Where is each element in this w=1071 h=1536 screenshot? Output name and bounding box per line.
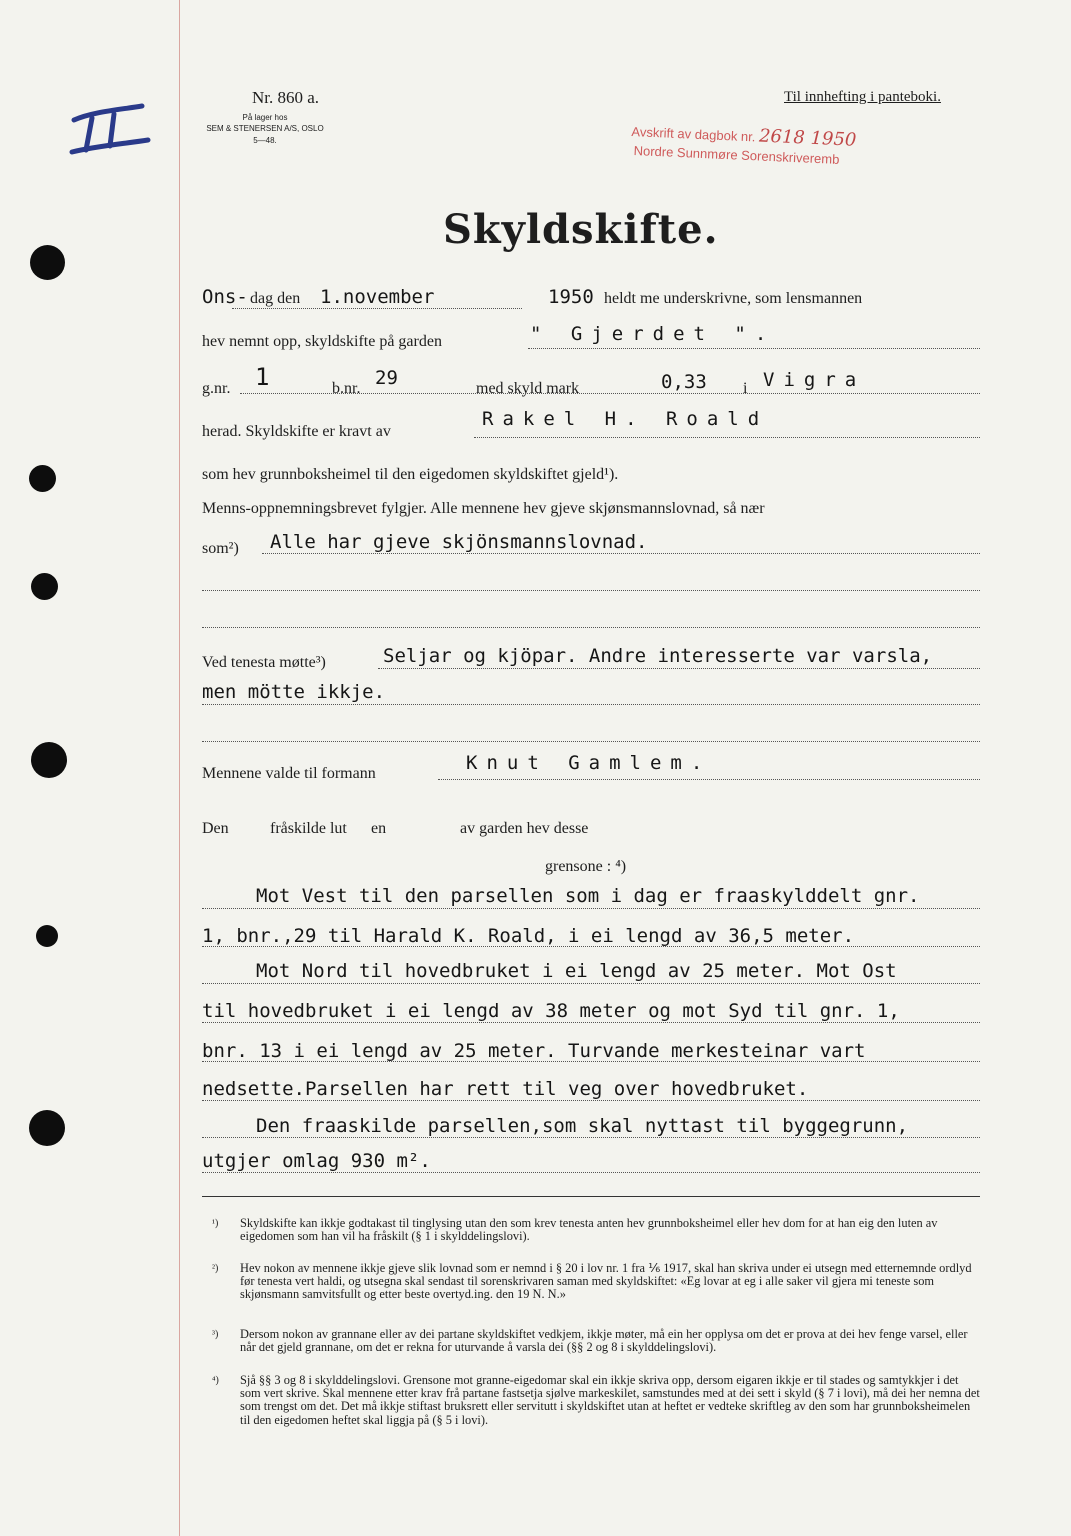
fill-line	[202, 1137, 980, 1138]
gnr-label: g.nr.	[202, 380, 231, 397]
line6-text: Menns-oppnemningsbrevet fylgjer. Alle mennene hev gjeve skjønsmannslovnad, så nær	[202, 500, 765, 517]
date-typed: 1.november	[320, 286, 435, 308]
fill-line	[202, 908, 980, 909]
fill-line	[378, 668, 980, 669]
fill-line	[232, 308, 522, 309]
place-typed: Vigra	[763, 369, 866, 391]
fill-line	[262, 553, 980, 554]
publisher-line: På lager hos	[242, 113, 288, 122]
footnote-text: Hev nokon av mennene ikkje gjeve slik lovnad som er nemnd i § 20 i lov nr. 1 fra ⅙ 1917, skal han skriva under ei utsegn med etternemnde ordlyd før tenesta vert haldi, og utsegna skal sendast til sorenskrivaren saman med skyldskiftet: «Eg lovar at eg i alle saker vil gjera mi teneste som skjønsmann samvitsfullt og etter beste overtyd.ing. den 19 N. N.»	[240, 1261, 972, 1302]
weekday-typed: Ons-	[202, 286, 248, 308]
body-line: nedsette.Parsellen har rett til veg over hovedbruket.	[202, 1078, 809, 1100]
fill-line	[438, 779, 980, 780]
body-line: utgjer omlag 930 m².	[202, 1150, 431, 1172]
footnote-number: ²)	[212, 1263, 219, 1274]
stamp-handwritten-number: 2618 1950	[758, 125, 857, 151]
fill-line	[474, 437, 980, 438]
chairman-typed: Knut Gamlem.	[466, 752, 712, 774]
line2-text: hev nemnt opp, skyldskifte på garden	[202, 333, 442, 350]
fill-line	[202, 1172, 980, 1173]
footnote-text: Dersom nokon av grannane eller av dei partane skyldskiftet vedkjem, ikkje møter, må ein her opplysa om det er prova at dei hev fenge varsel, eller når det gjeld grannane, om det er rekna for uturvande å varsla dei (§§ 2 og 8 i skylddelingslovi).	[240, 1327, 968, 1355]
footnote-text: Skyldskifte kan ikkje godtakast til tinglysing utan den som krev tenesta anten hev grunnboksheimel eller hev dom for at han eig den luten av eigedomen som han vil ha fråskilt (§ 1 i skylddelingslovi).	[240, 1216, 938, 1244]
footnote	[212, 1374, 980, 1427]
fill-line	[202, 1022, 980, 1023]
footnote-separator	[202, 1196, 980, 1197]
punch-hole	[29, 465, 56, 492]
page-title: Skyldskifte.	[443, 206, 719, 253]
body-line: Den fraaskilde parsellen,som skal nyttast til byggegrunn,	[256, 1115, 909, 1137]
punch-hole	[36, 925, 58, 947]
footnote-number: ⁴)	[212, 1375, 219, 1386]
bnr-label: b.nr.	[332, 380, 361, 397]
year-typed: 1950	[548, 286, 594, 308]
fill-line	[202, 983, 980, 984]
punch-hole	[31, 742, 67, 778]
oath-typed: Alle har gjeve skjönsmannslovnad.	[270, 531, 648, 553]
skyld-label: med skyld mark	[476, 380, 580, 397]
bnr-value: 29	[375, 367, 398, 389]
form-number: Nr. 860 a.	[252, 88, 320, 107]
fill-line	[528, 348, 980, 349]
met-label: Ved tenesta møtte³)	[202, 654, 326, 671]
gnr-value: 1	[255, 363, 270, 391]
punch-hole	[31, 573, 58, 600]
body-line: bnr. 13 i ei lengd av 25 meter. Turvande merkesteinar vart	[202, 1040, 866, 1062]
skyld-value: 0,33	[661, 371, 707, 393]
line5-text: som hev grunnboksheimel til den eigedomen skyldskiftet gjeld¹).	[202, 466, 619, 483]
fill-line	[202, 946, 980, 947]
fill-line	[202, 590, 980, 591]
not-met-typed: men mötte ikkje.	[202, 681, 386, 703]
fill-line	[202, 704, 980, 705]
attendees-typed: Seljar og kjöpar. Andre interesserte var varsla,	[383, 645, 933, 667]
requester-typed: Rakel H. Roald	[482, 408, 769, 430]
margin-rule	[179, 0, 180, 1536]
farm-name-typed: " Gjerdet ".	[530, 323, 776, 345]
footnote	[212, 1217, 980, 1243]
body-line: til hovedbruket i ei lengd av 38 meter og mot Syd til gnr. 1,	[202, 1000, 900, 1022]
line4-text: herad. Skyldskifte er kravt av	[202, 423, 391, 440]
filing-note: Til innhefting i panteboki.	[784, 89, 941, 105]
punch-hole	[30, 245, 65, 280]
footnote-number: ¹)	[212, 1218, 219, 1229]
stamp-prefix: Avskrift av dagbok nr.	[631, 123, 756, 145]
fill-line	[202, 627, 980, 628]
fill-line	[202, 741, 980, 742]
publisher-line: 5—48.	[253, 136, 277, 145]
body-line: 1, bnr.,29 til Harald K. Roald, i ei lengd av 36,5 meter.	[202, 925, 855, 947]
body-line: Mot Nord til hovedbruket i ei lengd av 25 meter. Mot Ost	[256, 960, 897, 982]
footnote-text: Sjå §§ 3 og 8 i skylddelingslovi. Grensone mot granne-eigedomar skal ein ikkje skriva opp, dersom eigaren ikkje er til stades og samtykkjer i det som vert skrive. Skal mennene etter krav frå partane fastsetja sjølve markeskilet, samstundes med at dei sett i skyld (§ 7 i lovi), må dei her nemna det som trengst om det. Det må ikkje stiftast bruksrett eller servitutt i skyldskiftet utan at heftet er vedteke skriftleg av den som har grunnboksheimelen til den eigedomen heftet skal liggja på (§ 5 i lovi).	[240, 1373, 980, 1427]
chairman-label: Mennene valde til formann	[202, 765, 376, 782]
body-line: Mot Vest til den parsellen som i dag er fraaskylddelt gnr.	[256, 885, 920, 907]
line11-text: av garden hev desse	[460, 820, 589, 837]
footnote	[212, 1262, 980, 1302]
som-label: som²)	[202, 540, 239, 557]
punch-hole	[29, 1110, 65, 1146]
boundaries-label: grensone : ⁴)	[545, 858, 627, 875]
margin-roman-numeral	[62, 100, 152, 160]
fill-line	[202, 1100, 980, 1101]
fill-line	[240, 393, 980, 394]
line1-text: heldt me underskrivne, som lensmannen	[604, 290, 863, 307]
den-label: Den	[202, 820, 229, 837]
fill-line	[202, 1061, 980, 1062]
i-label: i	[743, 380, 748, 397]
lut-ending: en	[371, 820, 387, 837]
publisher-line: SEM & STENERSEN A/S, OSLO	[206, 124, 324, 133]
dag-den-label: dag den	[250, 290, 301, 307]
footnote	[212, 1328, 980, 1354]
footnote-number: ³)	[212, 1329, 219, 1340]
fraskilde-label: fråskilde lut	[270, 820, 347, 837]
stamp-office-line: Nordre Sunnmøre Sorenskriveremb	[633, 143, 840, 167]
